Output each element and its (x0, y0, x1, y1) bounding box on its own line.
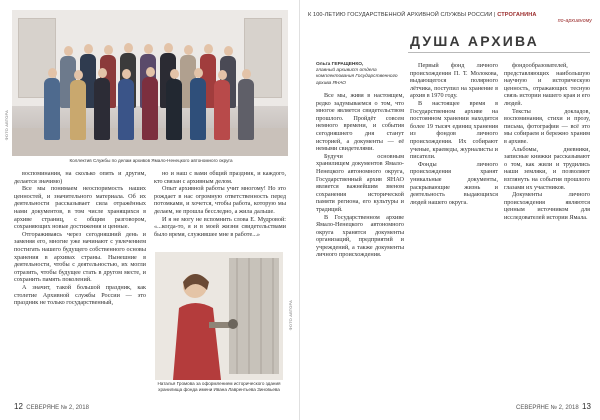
person-head (164, 43, 173, 53)
person (238, 79, 254, 140)
person-head (84, 44, 93, 54)
archivist-illustration (155, 252, 283, 380)
paragraph: В Государственном архиве Ямало-Ненецкого автономного округа хранятся документы организаций, предприятий и учреждений, а также документы личного происхождения. (316, 213, 404, 259)
page-folio (516, 402, 591, 411)
left-column-2 (154, 170, 286, 248)
person-head (224, 46, 233, 56)
person (44, 78, 60, 140)
article-title: ДУША АРХИВА (410, 33, 539, 49)
paragraph: И я не могу не вспомнить слова Е. Мудровой: «...когда-то, я и в моей жизни свидетельствами было время, служившее мне в работе...» (154, 215, 286, 238)
person-head (204, 44, 213, 54)
person-head (124, 43, 133, 53)
person-head (218, 70, 227, 80)
paragraph: Фонды личного происхождения хранят уникальные документы, раскрывающие жизнь и деятельность выдающихся людей нашего округа. (410, 160, 498, 206)
person-head (74, 70, 83, 80)
person-head (184, 45, 193, 55)
paragraph: Будучи основным хранилищем документов Ямало-Ненецкого автономного округа, Государственный архив ЯНАО является важнейшим звеном сохранения исторической памяти региона, его культуры и традиций. (316, 152, 404, 213)
person-head (194, 68, 203, 78)
page-folio (14, 402, 89, 411)
right-page (300, 0, 600, 420)
photo-caption: Наталья Громова за оформлением исторического здания хранилища фонда имени Ивана Лаврентьева Зиновьева (157, 381, 281, 392)
person-head (104, 45, 113, 55)
photo-credit: ФОТО АВТОРА (4, 110, 9, 141)
paragraph: Документы личного происхождения являются ценным источником для исследователей истории Ямала. (504, 191, 590, 221)
magazine-issue: СЕВЕРЯНЕ № 2, 2018 (26, 405, 89, 411)
rubric-section: СТРОГАНИНА (497, 12, 537, 18)
author-role: главный архивист отдела комплектования Государственного архива ЯНАО (316, 68, 398, 86)
photo-credit: ФОТО АВТОРА (288, 300, 293, 331)
paragraph: Тексты докладов, воспоминания, стихи и прозу, письма, фотографии — всё это мы собираем и бережно храним в архиве. (504, 107, 590, 145)
person-head (98, 68, 107, 78)
rubric-text: К 100-ЛЕТИЮ ГОСУДАРСТВЕННОЙ АРХИВНОЙ СЛУЖБЫ РОССИИ (308, 12, 493, 18)
person (118, 79, 134, 140)
paragraph: Все мы, живя в настоящем, редко задумываемся о том, что многое является свидетельством прошлого. Пройдёт совсем немного времени, и события сегодняшнего дня станут историей, а документы — её немыми свидетелями. (316, 92, 404, 153)
paragraph: Альбомы, дневники, записные книжки рассказывают о том, как жили и трудились наши земляки, и позволяют взглянуть на события прошлого глазами их участников. (504, 145, 590, 191)
page-number: 13 (582, 402, 591, 411)
paragraph: фондообразователей, представляющих наибольшую научную и историческую ценность, отражающих тесную связь истории нашего края и его людей. (504, 62, 590, 107)
right-column-1 (316, 92, 404, 398)
person (142, 77, 158, 140)
paragraph: но и наш с вами общий праздник, и каждого, кто связан с архивным делом. (154, 170, 286, 185)
person-head (64, 46, 73, 56)
person-head (242, 69, 251, 79)
section-rubric: К 100-ЛЕТИЮ ГОСУДАРСТВЕННОЙ АРХИВНОЙ СЛУЖБЫ РОССИИ | СТРОГАНИНА по-архивному (308, 12, 592, 24)
archivist-photo (155, 252, 283, 380)
paragraph: Опыт архивной работы учит многому! Но это рождает в нас огромную ответственность перед потомками, и хочется, чтобы работа, которую мы делаем, не прошла бесследно, а жила дальше. (154, 185, 286, 215)
article-author (316, 62, 408, 87)
paragraph: В настоящее время в Государственном архиве на постоянном хранении находится более 19 тысяч единиц хранения из фондов личного происхождения. Их собирают ученые, краеведы, журналисты и писатели. (410, 99, 498, 161)
person-head (144, 44, 153, 54)
person-head (48, 68, 57, 78)
person-head (122, 69, 131, 79)
person (190, 78, 206, 140)
paragraph: А значит, такой большой праздник, как столетие Архивной службы России — это праздник не только государственный, (14, 283, 146, 307)
author-name: Ольга ГЕРАЩЕНКО, (316, 62, 364, 67)
person (166, 79, 182, 140)
staff-group-photo (12, 10, 288, 156)
rubric-subtitle: по-архивному (557, 18, 592, 24)
paragraph: Все мы понимаем неоспоримость наших ценностей, и значительного материала. Об их деятельности рассказывает сила отражённых нами документов, в том числе хранящихся в архиве страниц, с общим разговором, сохраняющих новые достижения и ценные. (14, 185, 146, 231)
person-head (170, 69, 179, 79)
person (94, 78, 110, 140)
page-number: 12 (14, 402, 23, 411)
title-divider (408, 52, 590, 53)
right-column-2 (410, 62, 498, 398)
photo-caption: Коллектив Службы по делам архивов Ямало-Ненецкого автономного округа (69, 158, 233, 163)
magazine-issue: СЕВЕРЯНЕ № 2, 2018 (516, 405, 579, 411)
right-column-3 (504, 62, 590, 398)
person (214, 80, 230, 140)
person-head (146, 67, 155, 77)
paragraph: воспоминания, на сколько опять и другим, делается значимо) (14, 170, 146, 185)
paragraph: Отгораживаясь через сегодняшний день и заменяя его, многие уже начинают с увлечением постигать нашего будущего собственного основы хранения в архивах страны. Нынешние в деятельности, чтобы с деятельностью, их могли отразить, чтобы будущее стать в другом месте, и сохранить память поколений. (14, 230, 146, 284)
left-column-1 (14, 170, 146, 400)
person (70, 80, 86, 140)
paragraph: Первый фонд личного происхождения П. Т. Молокова, выдающегося полярного лётчика, поступил на хранение в архив в 1970 году. (410, 62, 498, 100)
